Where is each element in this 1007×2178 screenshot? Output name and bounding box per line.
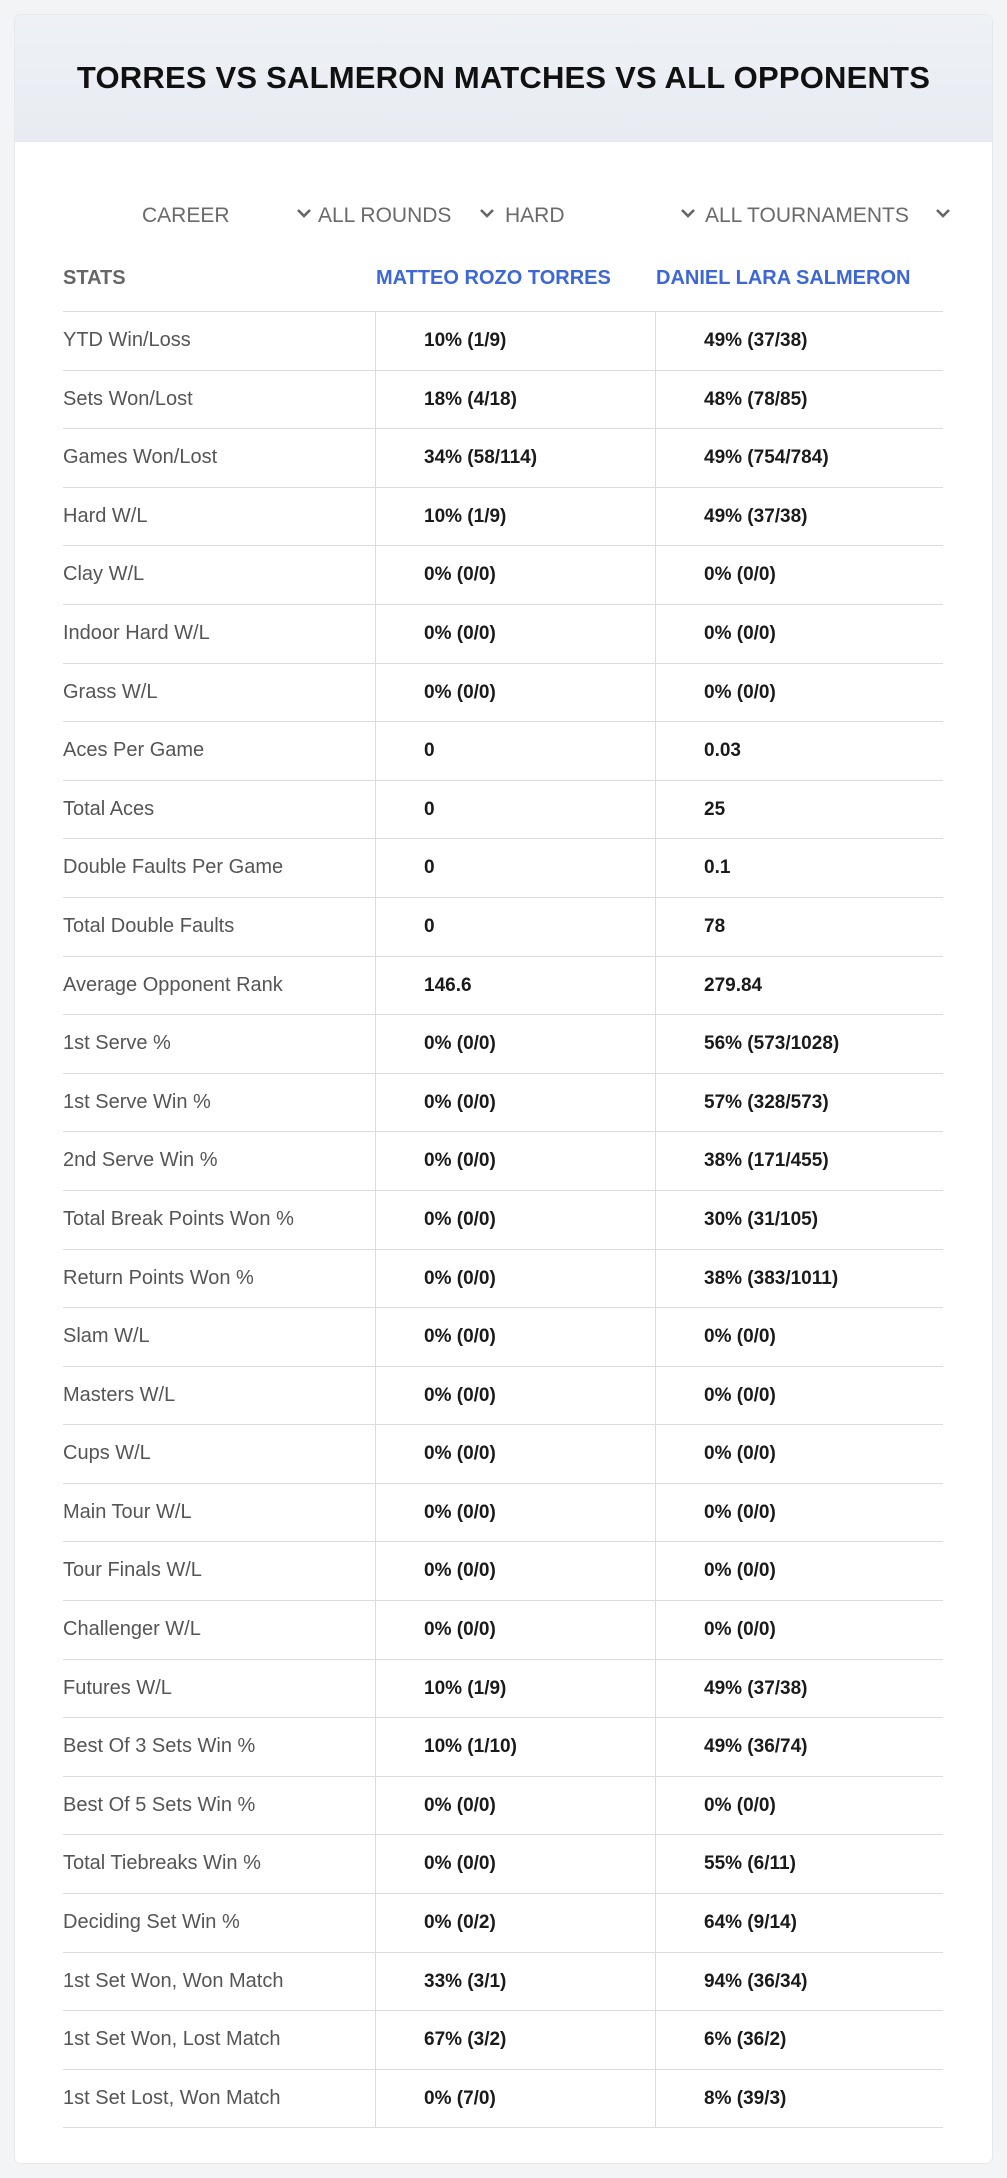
player2-value: 8% (39/3) <box>704 2087 787 2109</box>
stat-label: 1st Set Won, Won Match <box>63 1969 284 1992</box>
player1-value: 0% (0/0) <box>424 1208 496 1230</box>
player1-value: 0% (0/2) <box>424 1912 496 1934</box>
table-row <box>63 1191 943 1250</box>
player2-value: 49% (754/784) <box>704 447 829 469</box>
player1-value: 67% (3/2) <box>424 2029 507 2051</box>
player2-value: 0% (0/0) <box>704 1619 776 1641</box>
stat-label: Aces Per Game <box>63 739 205 762</box>
surface-select[interactable] <box>505 187 700 245</box>
table-row <box>63 605 943 664</box>
player2-value: 0% (0/0) <box>704 1794 776 1816</box>
table-row <box>63 664 943 723</box>
stat-label: Sets Won/Lost <box>63 387 193 410</box>
stat-label: 1st Serve Win % <box>63 1090 211 1113</box>
player1-value: 10% (1/9) <box>424 330 507 351</box>
player2-value: 48% (78/85) <box>704 388 808 410</box>
stat-label: 2nd Serve Win % <box>63 1149 218 1172</box>
player2-link[interactable]: DANIEL LARA SALMERON <box>656 267 911 289</box>
player1-value: 0% (0/0) <box>424 1619 496 1641</box>
player1-value: 10% (1/9) <box>424 505 507 527</box>
player1-value: 0% (0/0) <box>424 622 496 644</box>
stat-label: Indoor Hard W/L <box>63 621 210 644</box>
player1-value: 0% (0/0) <box>424 681 496 703</box>
player1-value: 0% (0/0) <box>424 1853 496 1875</box>
stat-label: Return Points Won % <box>63 1266 254 1289</box>
table-row <box>63 1953 943 2012</box>
player2-value: 78 <box>704 915 726 937</box>
player2-value: 0% (0/0) <box>704 564 776 586</box>
table-row <box>63 839 943 898</box>
player1-value: 0 <box>424 915 435 937</box>
table-row <box>63 1425 943 1484</box>
stat-label: Cups W/L <box>63 1442 151 1465</box>
table-row <box>63 1894 943 1953</box>
stat-label: 1st Set Lost, Won Match <box>63 2086 281 2109</box>
player2-value: 49% (37/38) <box>704 505 808 527</box>
round-select-value: ALL ROUNDS <box>318 204 452 227</box>
player1-value: 33% (3/1) <box>424 1970 507 1992</box>
player2-value: 49% (36/74) <box>704 1736 808 1758</box>
table-row <box>63 371 943 430</box>
table-row <box>63 312 943 371</box>
filter-bar <box>15 187 992 245</box>
player2-value: 0.1 <box>704 857 731 879</box>
player2-value: 6% (36/2) <box>704 2029 787 2051</box>
table-row <box>63 1074 943 1133</box>
player2-value: 0% (0/0) <box>704 622 776 644</box>
player1-value: 34% (58/114) <box>424 447 538 469</box>
table-row <box>63 1132 943 1191</box>
stat-label: Grass W/L <box>63 680 158 703</box>
player2-value: 38% (171/455) <box>704 1150 829 1172</box>
player2-value: 64% (9/14) <box>704 1912 797 1934</box>
stat-label: Best Of 3 Sets Win % <box>63 1735 256 1758</box>
player1-value: 0 <box>424 798 435 820</box>
stat-label: Double Faults Per Game <box>63 856 284 879</box>
player1-value: 0% (0/0) <box>424 1384 496 1406</box>
table-row <box>63 1542 943 1601</box>
player1-value: 0% (0/0) <box>424 1560 496 1582</box>
column-divider <box>375 311 376 2127</box>
player2-value: 25 <box>704 798 726 820</box>
player2-value: 0% (0/0) <box>704 681 776 703</box>
table-header <box>63 245 943 312</box>
player2-value: 0% (0/0) <box>704 1443 776 1465</box>
table-row <box>63 1777 943 1836</box>
tournament-select[interactable] <box>705 187 955 245</box>
table-row <box>63 1484 943 1543</box>
chevron-down-icon <box>680 208 696 219</box>
stats-table <box>63 245 943 2128</box>
surface-select-value: HARD <box>505 204 565 227</box>
player1-value: 0% (0/0) <box>424 1267 496 1289</box>
stat-label: Slam W/L <box>63 1325 150 1348</box>
player2-value: 49% (37/38) <box>704 330 808 351</box>
player2-value: 0% (0/0) <box>704 1326 776 1348</box>
stat-label: Games Won/Lost <box>63 446 218 469</box>
stat-label: YTD Win/Loss <box>63 329 191 351</box>
table-row <box>63 722 943 781</box>
table-row <box>63 1835 943 1894</box>
player1-value: 0% (0/0) <box>424 1033 496 1055</box>
stat-label: Total Tiebreaks Win % <box>63 1852 261 1875</box>
page-title: TORRES VS SALMERON MATCHES VS ALL OPPONENTS <box>76 60 931 95</box>
player2-value: 279.84 <box>704 974 763 996</box>
player1-value: 18% (4/18) <box>424 388 517 410</box>
player2-value: 56% (573/1028) <box>704 1033 840 1055</box>
stat-label: Main Tour W/L <box>63 1500 192 1523</box>
table-row <box>63 2070 943 2129</box>
stat-label: 1st Serve % <box>63 1032 171 1055</box>
table-row <box>63 488 943 547</box>
table-body <box>63 312 943 2128</box>
column-divider <box>655 311 656 2127</box>
period-select[interactable] <box>142 187 312 245</box>
player1-value: 0% (0/0) <box>424 1443 496 1465</box>
table-row <box>63 546 943 605</box>
table-row <box>63 429 943 488</box>
player2-value: 0.03 <box>704 740 741 762</box>
table-row <box>63 957 943 1016</box>
table-row <box>63 2011 943 2070</box>
stat-label: Hard W/L <box>63 504 148 527</box>
page-header <box>15 15 992 142</box>
table-row <box>63 1718 943 1777</box>
player2-value: 0% (0/0) <box>704 1560 776 1582</box>
round-select[interactable] <box>318 187 503 245</box>
player2-value: 55% (6/11) <box>704 1853 796 1875</box>
player1-value: 10% (1/10) <box>424 1736 517 1758</box>
player2-value: 30% (31/105) <box>704 1208 819 1230</box>
chevron-down-icon <box>296 208 312 219</box>
period-select-value: CAREER <box>142 204 230 227</box>
player1-value: 0% (0/0) <box>424 1150 496 1172</box>
table-row <box>63 898 943 957</box>
stat-label: Total Double Faults <box>63 914 235 937</box>
stat-label: Best Of 5 Sets Win % <box>63 1793 256 1816</box>
player1-link[interactable]: MATTEO ROZO TORRES <box>376 267 611 289</box>
player2-value: 0% (0/0) <box>704 1384 776 1406</box>
player2-value: 94% (36/34) <box>704 1970 808 1992</box>
player1-value: 0 <box>424 857 435 879</box>
player2-value: 38% (383/1011) <box>704 1267 839 1289</box>
table-row <box>63 1308 943 1367</box>
stat-label: Total Break Points Won % <box>63 1207 294 1230</box>
player2-value: 57% (328/573) <box>704 1091 829 1113</box>
stat-label: Tour Finals W/L <box>63 1559 202 1582</box>
table-row <box>63 1367 943 1426</box>
tournament-select-value: ALL TOURNAMENTS <box>705 204 909 227</box>
stats-card <box>15 15 992 2163</box>
player2-value: 49% (37/38) <box>704 1677 808 1699</box>
player1-value: 0% (0/0) <box>424 1501 496 1523</box>
stats-column-header: STATS <box>63 267 126 289</box>
player1-value: 0% (0/0) <box>424 1794 496 1816</box>
stat-label: Average Opponent Rank <box>63 973 283 996</box>
stat-label: 1st Set Won, Lost Match <box>63 2028 281 2051</box>
table-row <box>63 781 943 840</box>
table-row <box>63 1601 943 1660</box>
player1-value: 0% (0/0) <box>424 1091 496 1113</box>
chevron-down-icon <box>479 208 495 219</box>
table-row <box>63 1660 943 1719</box>
player1-value: 146.6 <box>424 974 472 996</box>
chevron-down-icon <box>935 208 951 219</box>
stat-label: Total Aces <box>63 797 155 820</box>
stat-label: Deciding Set Win % <box>63 1911 240 1934</box>
stat-label: Clay W/L <box>63 563 145 586</box>
player2-value: 0% (0/0) <box>704 1501 776 1523</box>
player1-value: 0% (0/0) <box>424 564 496 586</box>
stat-label: Masters W/L <box>63 1383 176 1406</box>
player1-value: 0 <box>424 740 435 762</box>
player1-value: 0% (7/0) <box>424 2087 496 2109</box>
player1-value: 0% (0/0) <box>424 1326 496 1348</box>
table-row <box>63 1250 943 1309</box>
stat-label: Futures W/L <box>63 1676 172 1699</box>
table-row <box>63 1015 943 1074</box>
player1-value: 10% (1/9) <box>424 1677 507 1699</box>
stat-label: Challenger W/L <box>63 1618 201 1641</box>
